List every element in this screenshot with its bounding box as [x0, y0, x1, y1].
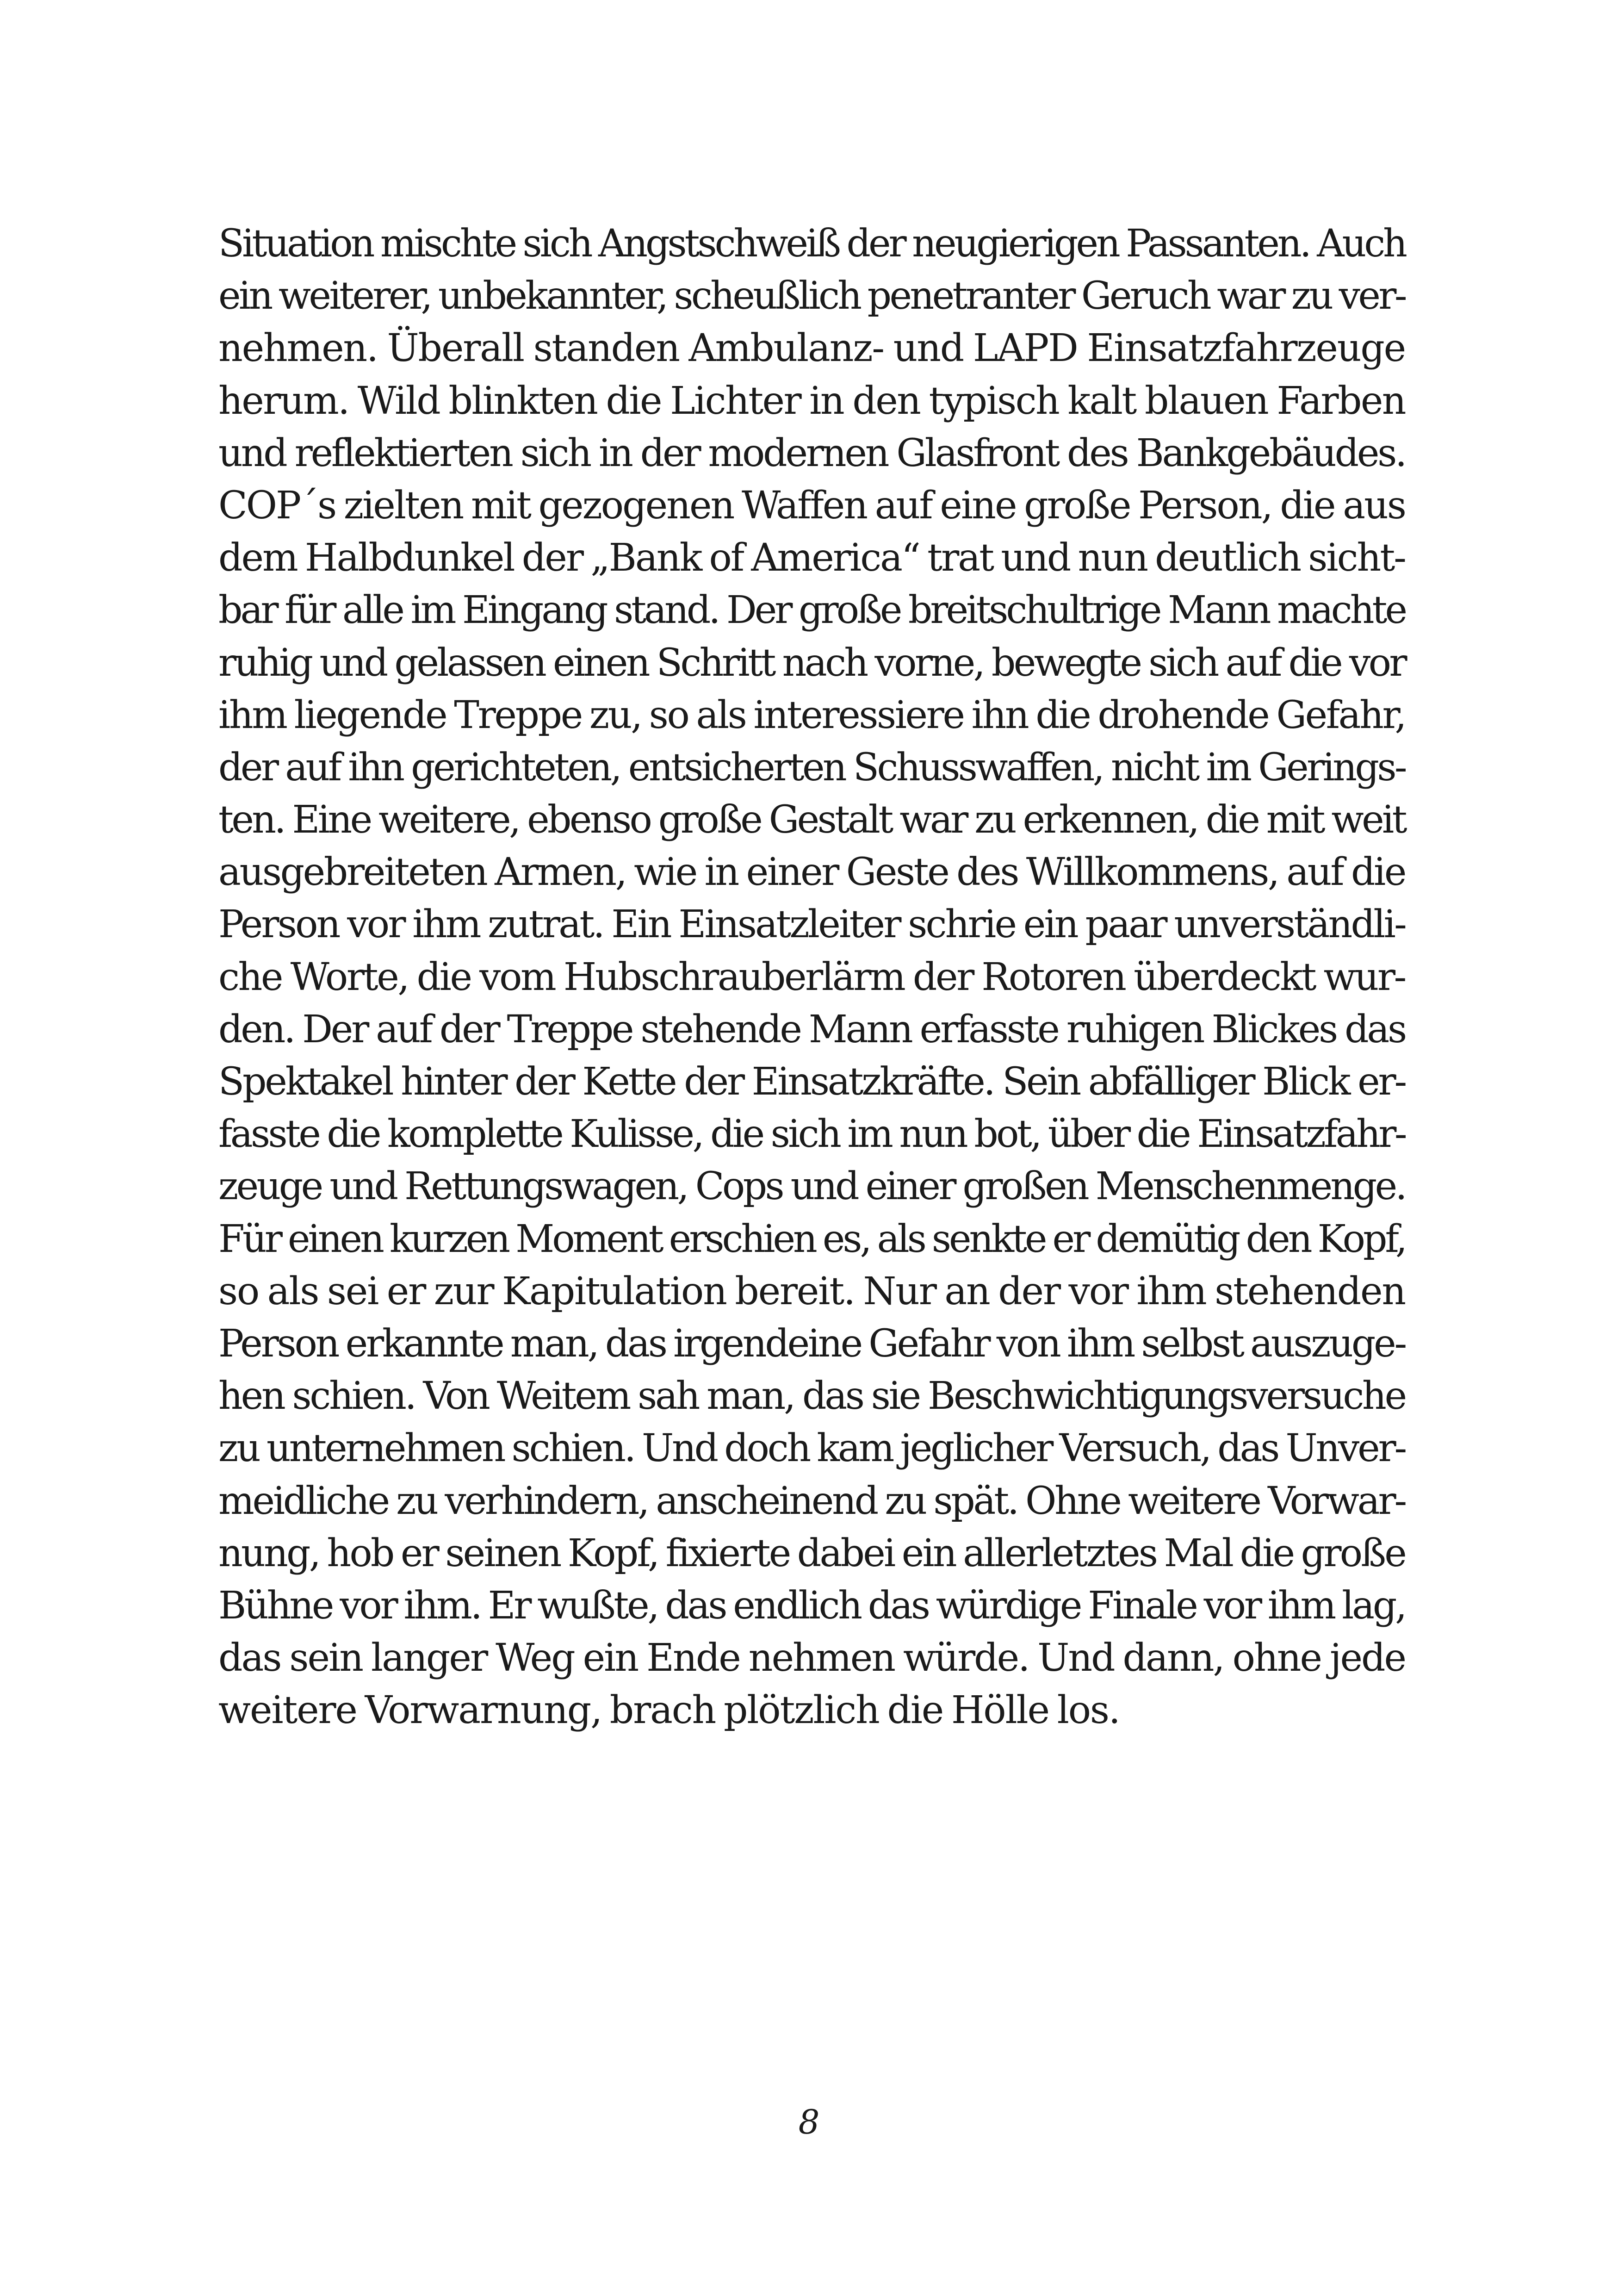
text-line: bar für alle im Eingang stand. Der große breitschultrige Mann machte [218, 588, 1405, 633]
page-number: 8 [798, 2103, 820, 2141]
text-line: COP´s zielten mit gezogenen Waffen auf eine große Person, die aus [218, 483, 1405, 528]
text-line: Person erkannte man, das irgendeine Gefahr von ihm selbst auszuge- [218, 1321, 1405, 1366]
text-line: Spektakel hinter der Kette der Einsatzkräfte. Sein abfälliger Blick er- [218, 1060, 1405, 1104]
text-line: Für einen kurzen Moment erschien es, als senkte er demütig den Kopf, [218, 1217, 1405, 1261]
text-line: nehmen. Überall standen Ambulanz- und LAPD Einsatzfahrzeuge [218, 326, 1405, 371]
text-line: herum. Wild blinkten die Lichter in den typisch kalt blauen Farben [218, 379, 1405, 423]
text-line: Bühne vor ihm. Er wußte, das endlich das würdige Finale vor ihm lag, [218, 1583, 1405, 1628]
text-line: ein weiterer, unbekannter, scheußlich penetranter Geruch war zu ver- [218, 274, 1405, 318]
text-line: den. Der auf der Treppe stehende Mann erfasste ruhigen Blickes das [218, 1007, 1405, 1052]
text-line: der auf ihn gerichteten, entsicherten Schusswaffen, nicht im Gerings- [218, 745, 1405, 790]
text-line: nung, hob er seinen Kopf, fixierte dabei ein allerletztes Mal die große [218, 1531, 1405, 1575]
text-line: Person vor ihm zutrat. Ein Einsatzleiter schrie ein paar unverständli- [218, 902, 1405, 947]
text-line: ten. Eine weitere, ebenso große Gestalt war zu erkennen, die mit weit [218, 798, 1405, 842]
text-line: ruhig und gelassen einen Schritt nach vorne, bewegte sich auf die vor [218, 641, 1405, 685]
text-line: ihm liegende Treppe zu, so als interessiere ihn die drohende Gefahr, [218, 693, 1405, 737]
text-line: so als sei er zur Kapitulation bereit. Nur an der vor ihm stehenden [218, 1269, 1405, 1313]
text-line: und reflektierten sich in der modernen Glasfront des Bankgebäudes. [218, 431, 1405, 475]
text-line: hen schien. Von Weitem sah man, das sie Beschwichtigungsversuche [218, 1374, 1405, 1419]
text-line: das sein langer Weg ein Ende nehmen würde. Und dann, ohne jede [218, 1636, 1405, 1680]
text-line: che Worte, die vom Hubschrauberlärm der Rotoren überdeckt wur- [218, 955, 1405, 999]
text-line: meidliche zu verhindern, anscheinend zu spät. Ohne weitere Vorwar- [218, 1479, 1405, 1523]
text-line: ausgebreiteten Armen, wie in einer Geste des Willkommens, auf die [218, 850, 1405, 895]
text-line: dem Halbdunkel der „Bank of America“ trat und nun deutlich sicht- [218, 536, 1405, 580]
text-line: fasste die komplette Kulisse, die sich im nun bot, über die Einsatzfahr- [218, 1112, 1405, 1157]
text-line: zeuge und Rettungswagen, Cops und einer großen Menschenmenge. [218, 1164, 1405, 1209]
text-line: Situation mischte sich Angstschweiß der neugierigen Passanten. Auch [218, 222, 1405, 266]
body-text [218, 218, 1405, 1736]
text-line: zu unternehmen schien. Und doch kam jeglicher Versuch, das Unver- [218, 1426, 1405, 1471]
text-line-last: weitere Vorwarnung, brach plötzlich die Hölle los. [218, 1688, 1120, 1733]
